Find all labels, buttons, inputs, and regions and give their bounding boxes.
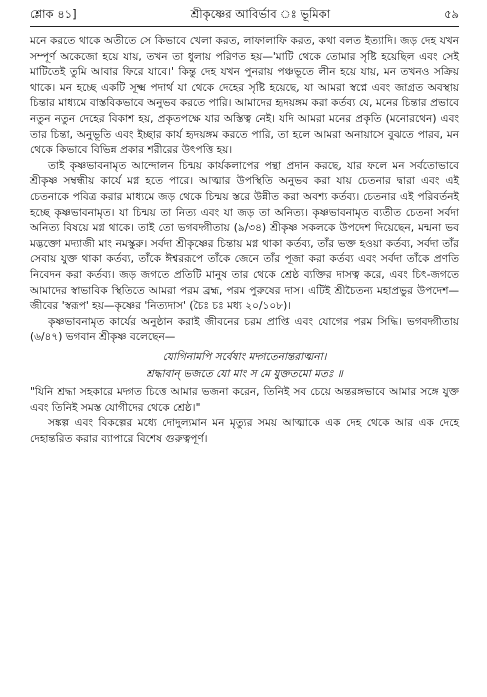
page-header: [30, 6, 459, 24]
page-number: ৫৯: [444, 7, 459, 21]
paragraph-perfection-of-yoga: কৃষ্ণভাবনামৃত কার্যের অনুষ্ঠান করাই জীবনের চরম প্রাপ্তি এবং যোগের পরম সিদ্ধি। ভগবদ্গীতায় (৬/৪৭) ভগবান শ্রীকৃষ্ণ বলেছেন—: [30, 315, 459, 344]
paragraph-krishna-consciousness: তাই কৃষ্ণভাবনামৃত আন্দোলন চিন্ময় কার্যকলাপের পন্থা প্রদান করছে, যার ফলে মন সর্বতোভাবে শ্রীকৃষ্ণ সম্বন্ধীয় কার্যে মগ্ন হতে পারে। আত্মার উপস্থিতি অনুভব করা যায় চেতনার দ্বারা এবং এই চেতনাকে পবিত্র করার মাধ্যমে জড় থেকে চিন্ময় স্তরে উন্নীত করা অবশ্য কর্তব্য। চেতনার এই পরিবর্তনই হচ্ছে কৃষ্ণভাবনামৃত। যা চিন্ময় তা নিত্য এবং যা জড় তা অনিত্য। কৃষ্ণভাবনামৃত ব্যতীত চেতনা সর্বদা অনিত্য বিষয়ে মগ্ন থাকে। তাই তো ভগবদ্গীতায় (৯/৩৪) শ্রীকৃষ্ণ সকলকে উপদেশ দিয়েছেন, মন্মনা ভব মদ্ভক্তো মদ্যাজী মাং নমস্কুরু। সর্বদা শ্রীকৃষ্ণের চিন্তায় মগ্ন থাকা কর্তব্য, তাঁর ভক্ত হওয়া কর্তব্য, সর্বদা তাঁর সেবায় যুক্ত থাকা কর্তব্য, তাঁকে ঈশ্বররূপে তাঁকে জেনে তাঁর পূজা করা কর্তব্য এবং সর্বদা তাঁকে প্রণতি নিবেদন করা কর্তব্য। জড় জগতে প্রতিটি মানুষ তার থেকে শ্রেষ্ঠ ব্যক্তির দাসত্ব করে, এবং চিৎ-জগতে আমাদের স্বাভাবিক স্থিতিতে আমরা পরম ব্রহ্ম, পরম পুরুষের দাস। এটিই শ্রীচৈতন্য মহাপ্রভুর উপদেশ—জীবের 'স্বরূপ' হয়—কৃষ্ণের 'নিত্যদাস' (চৈঃ চঃ মধ্য ২০/১০৮)।: [30, 159, 459, 313]
verse-translation: "যিনি শ্রদ্ধা সহকারে মদ্গত চিত্তে আমার ভজনা করেন, তিনিই সব চেয়ে অন্তরঙ্গভাবে আমার সঙ্গে যুক্ত এবং তিনিই সমস্ত যোগীদের থেকে শ্রেষ্ঠ।": [30, 386, 459, 414]
spacer: [30, 346, 459, 348]
verse-reference: শ্লোক ৪১]: [30, 7, 77, 21]
sanskrit-verse-line-2: শ্রদ্ধাবান্ ভজতে যো মাং স মে যুক্ততমো মতঃ ॥: [146, 368, 343, 381]
sanskrit-verse-line-1: যোগিনামপি সর্বেষাং মদ্গতেনান্তরাত্মনা।: [162, 350, 327, 363]
running-title: শ্রীকৃষ্ণের আবির্ভাব ঃ ভূমিকা: [190, 7, 331, 21]
paragraph-mind: মনে করতে থাকে অতীতে সে কিভাবে খেলা করত, লাফালাফি করত, কথা বলত ইত্যাদি। জড় দেহ যখন সম্পূর্ণ অকেজো হয়ে যায়, তখন তা ধুলায় পরিণত হয়—'মাটি থেকে তোমার সৃষ্টি হয়েছিল এবং সেই মাটিতেই তুমি আবার ফিরে যাবে।' কিন্তু দেহ যখন পুনরায় পঞ্চভূতে লীন হয়ে যায়, মন তখনও সক্রিয় থাকে। মন হচ্ছে একটি সূক্ষ্ম পদার্থ যা থেকে দেহের সৃষ্টি হয়েছে, যা আমরা স্বপ্নে এবং জাগ্রত অবস্থায় চিন্তার মাধ্যমে বাস্তবিকভাবে অনুভব করতে পারি। আমাদের হৃদয়ঙ্গম করা কর্তব্য যে, মনের চিন্তার প্রভাবে নতুন নতুন দেহের বিকাশ হয়, প্রকৃতপক্ষে যার অস্তিত্ব নেই। যদি আমরা মনের প্রকৃতি (মনোরথেন) এবং তার চিন্তা, অনুভূতি এবং ইচ্ছার কার্য হৃদয়ঙ্গম করতে পারি, তা হলে আমরা অনায়াসে বুঝতে পারব, মন থেকে কিভাবে বিভিন্ন প্রকার শরীরের উৎপত্তি হয়।: [30, 35, 459, 157]
paragraph-closing: সঙ্কল্প এবং বিকল্পের মধ্যে দোদুল্যমান মন মৃত্যুর সময় আত্মাকে এক দেহ থেকে আর এক দেহে দেহান্তরিত করার ব্যাপারে বিশেষ গুরুত্বপূর্ণ।: [30, 417, 459, 445]
header-rule: [30, 26, 459, 27]
